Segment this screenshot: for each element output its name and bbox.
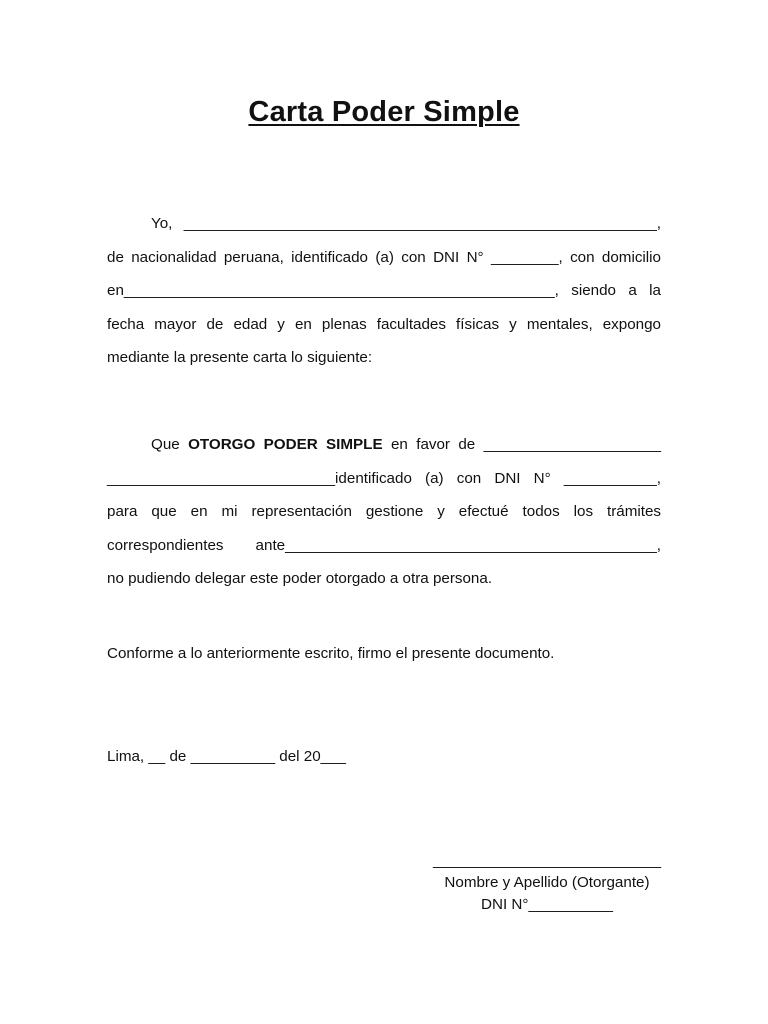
grant-intro-text: Que — [151, 436, 189, 453]
paragraph-line: no pudiendo delegar este poder otorgado a otra persona. — [107, 570, 493, 587]
signature-line: ___________________________ — [432, 852, 662, 869]
paragraph-line: Lima, __ de __________ del 20___ — [107, 748, 346, 765]
paragraph-line: para que en mi representación gestione y efectué todos los trámites — [107, 503, 661, 520]
paragraph-line: fecha mayor de edad y en plenas facultades físicas y mentales, expongo — [107, 315, 661, 333]
place-date-line — [107, 740, 661, 774]
signature-block — [432, 850, 662, 916]
paragraph-line: mediante la presente carta lo siguiente: — [107, 349, 373, 366]
paragraph-line — [107, 428, 661, 462]
paragraph-line: Conforme a lo anteriormente escrito, firmo el presente documento. — [107, 645, 555, 662]
paragraph-line: en___________________________________________________, siendo a la — [107, 282, 661, 299]
grant-paragraph — [107, 428, 661, 596]
grant-bold-text: OTORGO PODER SIMPLE — [188, 436, 383, 453]
declarant-paragraph — [107, 207, 661, 375]
paragraph-line: correspondientes ante____________________________________________, — [107, 536, 661, 554]
conformity-paragraph — [107, 637, 661, 671]
paragraph-line: ___________________________identificado (a) con DNI N° ___________, — [107, 469, 661, 487]
paragraph-line: de nacionalidad peruana, identificado (a) con DNI N° ________, con domicilio — [107, 248, 661, 266]
signer-dni-label: DNI N°__________ — [481, 896, 613, 913]
grant-recipient-text: en favor de _____________________ — [382, 436, 661, 453]
signer-name-label: Nombre y Apellido (Otorgante) — [444, 874, 650, 891]
paragraph-line: Yo, ________________________________________________________, — [151, 215, 661, 232]
document-title: Carta Poder Simple — [248, 96, 520, 128]
